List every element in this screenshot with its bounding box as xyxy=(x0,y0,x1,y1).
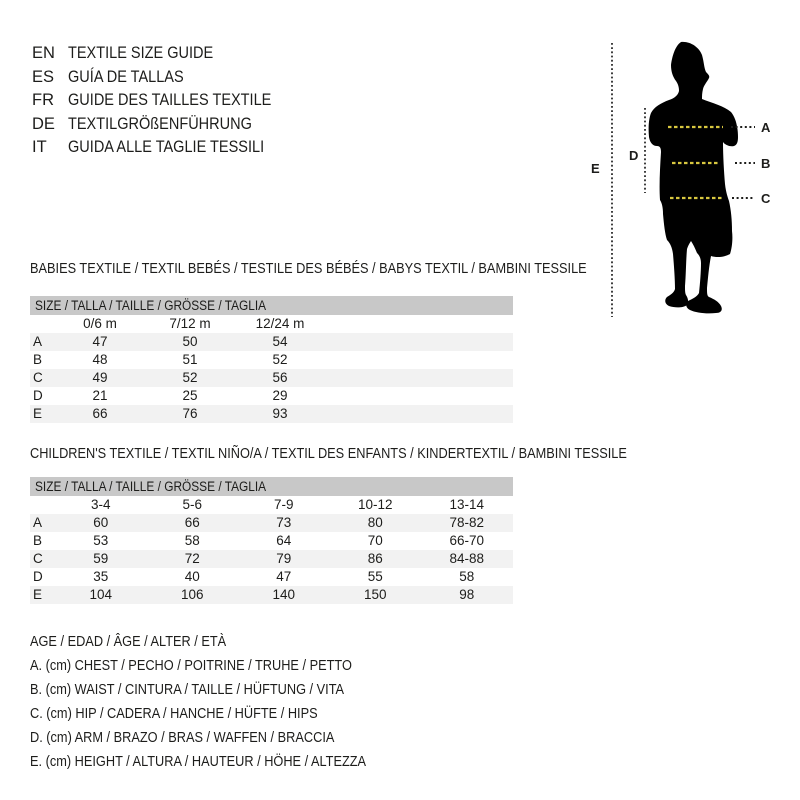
column-header: 7-9 xyxy=(273,497,294,512)
table-row xyxy=(30,550,513,568)
table-cell: 52 xyxy=(182,370,198,385)
table-cell: 52 xyxy=(272,352,288,367)
table-row xyxy=(30,405,513,423)
table-cell: 54 xyxy=(272,334,288,349)
legend-text: B. (cm) WAIST / CINTURA / TAILLE / HÜFTUNG / VITA xyxy=(30,682,345,698)
table-cell: 66-70 xyxy=(449,533,485,548)
table-cell: 64 xyxy=(276,533,292,548)
table-cell: 25 xyxy=(182,388,198,403)
column-header: 12/24 m xyxy=(255,316,305,331)
lang-title: GUIDA ALLE TAGLIE TESSILI xyxy=(68,138,265,156)
table-cell: 79 xyxy=(276,551,292,566)
table-cell: 59 xyxy=(93,551,109,566)
legend-waist xyxy=(30,678,412,702)
lang-row-fr xyxy=(32,89,299,113)
legend-age xyxy=(30,630,412,654)
children-table-header-bar xyxy=(30,477,513,496)
table-cell: 58 xyxy=(184,533,200,548)
table-cell: 72 xyxy=(184,551,200,566)
legend-text: AGE / EDAD / ÂGE / ALTER / ETÀ xyxy=(30,634,227,650)
children-size-table xyxy=(30,477,513,604)
table-cell: 104 xyxy=(89,587,113,602)
table-cell xyxy=(30,496,55,514)
row-label: C xyxy=(33,551,43,566)
table-cell: 78-82 xyxy=(449,515,485,530)
column-header: 13-14 xyxy=(449,497,485,512)
lang-title: TEXTILE SIZE GUIDE xyxy=(68,44,214,62)
table-cell: 48 xyxy=(92,352,108,367)
measurement-legend xyxy=(30,630,412,774)
row-label: A xyxy=(33,334,43,349)
lang-row-de xyxy=(32,113,299,137)
lang-row-en xyxy=(32,42,299,66)
legend-text: D. (cm) ARM / BRAZO / BRAS / WAFFEN / BRACCIA xyxy=(30,730,335,746)
size-header-text: SIZE / TALLA / TAILLE / GRÖSSE / TAGLIA xyxy=(35,479,267,494)
table-cell: 50 xyxy=(182,334,198,349)
babies-table-header-bar xyxy=(30,296,513,315)
legend-text: C. (cm) HIP / CADERA / HANCHE / HÜFTE / HIPS xyxy=(30,706,318,722)
lang-code: ES xyxy=(32,67,55,86)
table-row xyxy=(30,387,513,405)
table-cell: 49 xyxy=(92,370,108,385)
babies-section-title-text: BABIES TEXTILE / TEXTIL BEBÉS / TESTILE DES BÉBÉS / BABYS TEXTIL / BAMBINI TESSILE xyxy=(30,261,587,277)
children-column-headers xyxy=(30,496,513,514)
table-cell: 66 xyxy=(184,515,200,530)
column-header: 3-4 xyxy=(90,497,111,512)
babies-column-headers xyxy=(30,315,513,333)
legend-height xyxy=(30,750,412,774)
table-cell: 150 xyxy=(363,587,387,602)
babies-section-title xyxy=(30,261,663,277)
lang-title: GUIDE DES TAILLES TEXTILE xyxy=(68,91,272,109)
label-C: C xyxy=(761,191,771,206)
row-label: D xyxy=(33,569,43,584)
table-cell: 58 xyxy=(459,569,475,584)
table-cell: 70 xyxy=(367,533,383,548)
row-label: B xyxy=(33,533,43,548)
table-cell: 29 xyxy=(272,388,288,403)
table-cell: 84-88 xyxy=(449,551,485,566)
column-header: 7/12 m xyxy=(169,316,211,331)
row-label: E xyxy=(33,587,43,602)
table-cell: 40 xyxy=(184,569,200,584)
table-cell: 93 xyxy=(272,406,288,421)
table-cell: 35 xyxy=(93,569,109,584)
label-E: E xyxy=(591,161,600,176)
table-row xyxy=(30,333,513,351)
row-label: C xyxy=(33,370,43,385)
children-section-title-text: CHILDREN'S TEXTILE / TEXTIL NIÑO/A / TEXTIL DES ENFANTS / KINDERTEXTIL / BAMBINI TESSILE xyxy=(30,446,627,462)
table-cell: 73 xyxy=(276,515,292,530)
table-row xyxy=(30,568,513,586)
table-cell: 55 xyxy=(367,569,383,584)
table-row xyxy=(30,532,513,550)
row-label: E xyxy=(33,406,43,421)
row-label: A xyxy=(33,515,43,530)
table-cell xyxy=(30,315,55,333)
lang-code: EN xyxy=(32,44,55,62)
legend-text: A. (cm) CHEST / PECHO / POITRINE / TRUHE / PETTO xyxy=(30,658,352,674)
lang-code: DE xyxy=(32,114,55,133)
table-cell: 51 xyxy=(182,352,198,367)
table-cell: 21 xyxy=(92,388,108,403)
legend-chest xyxy=(30,654,412,678)
legend-arm xyxy=(30,726,412,750)
row-label: D xyxy=(33,388,43,403)
table-cell: 56 xyxy=(272,370,288,385)
legend-hip xyxy=(30,702,412,726)
lang-title: GUÍA DE TALLAS xyxy=(68,67,184,86)
label-A: A xyxy=(761,120,771,135)
table-cell: 76 xyxy=(182,406,198,421)
table-cell: 80 xyxy=(367,515,383,530)
lang-code: FR xyxy=(32,91,54,109)
column-header: 10-12 xyxy=(357,497,393,512)
table-row xyxy=(30,514,513,532)
table-row xyxy=(30,351,513,369)
column-header: 5-6 xyxy=(182,497,202,512)
table-cell: 140 xyxy=(272,587,296,602)
table-cell: 60 xyxy=(93,515,109,530)
lang-title: TEXTILGRÖßENFÜHRUNG xyxy=(68,114,252,133)
table-cell: 106 xyxy=(180,587,204,602)
column-header: 0/6 m xyxy=(83,316,117,331)
size-header-text: SIZE / TALLA / TAILLE / GRÖSSE / TAGLIA xyxy=(35,298,267,313)
table-cell: 98 xyxy=(459,587,475,602)
lang-row-es xyxy=(32,66,299,90)
language-title-list xyxy=(32,42,299,160)
label-B: B xyxy=(761,156,771,171)
table-cell: 47 xyxy=(276,569,292,584)
lang-row-it xyxy=(32,136,299,160)
legend-text: E. (cm) HEIGHT / ALTURA / HAUTEUR / HÖHE / ALTEZZA xyxy=(30,754,367,770)
measurement-diagram xyxy=(585,32,795,322)
table-cell: 47 xyxy=(92,334,108,349)
label-D: D xyxy=(629,148,639,163)
table-cell: 86 xyxy=(367,551,383,566)
table-cell: 53 xyxy=(93,533,109,548)
table-row xyxy=(30,369,513,387)
babies-size-table xyxy=(30,296,513,423)
children-section-title xyxy=(30,446,708,462)
lang-code: IT xyxy=(32,138,47,156)
table-cell: 66 xyxy=(92,406,108,421)
row-label: B xyxy=(33,352,43,367)
table-row xyxy=(30,586,513,604)
